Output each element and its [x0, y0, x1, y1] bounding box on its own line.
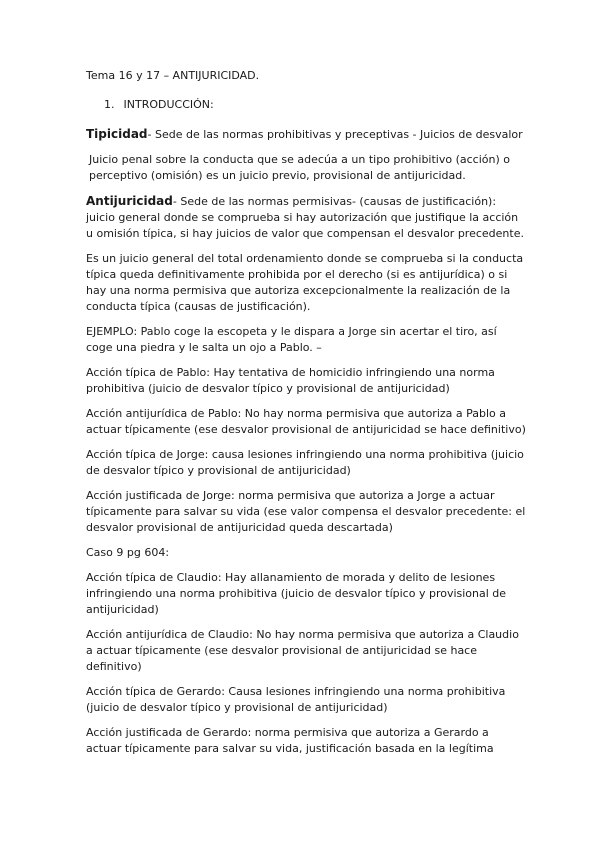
document-body [86, 68, 526, 766]
accion-tipica-gerardo-paragraph: Acción típica de Gerardo: Causa lesiones infringiendo una norma prohibitiva (juicio de desvalor típico y provisional de antijuricidad) [86, 685, 506, 714]
section-number: 1. [104, 98, 115, 111]
caso-heading: Caso 9 pg 604: [86, 546, 170, 559]
juicio-general-paragraph: Es un juicio general del total ordenamiento donde se comprueba si la conducta típica queda definitivamente prohibida por el derecho (si es antijurídica) o si hay una norma permisiva que autoriza excepcionalmente la realización de la conducta típica (causas de justificación). [86, 252, 524, 313]
ejemplo-paragraph: EJEMPLO: Pablo coge la escopeta y le dispara a Jorge sin acertar el tiro, así coge una piedra y le salta un ojo a Pablo. – [86, 325, 497, 354]
accion-antijuridica-claudio-paragraph: Acción antijurídica de Claudio: No hay norma permisiva que autoriza a Claudio a actuar típicamente (ese desvalor provisional de antijuricidad se hace definitivo) [86, 628, 519, 673]
accion-tipica-jorge-paragraph: Acción típica de Jorge: causa lesiones infringiendo una norma prohibitiva (juicio de desvalor típico y provisional de antijuricidad) [86, 448, 524, 477]
tipicidad-text: - Sede de las normas prohibitivas y preceptivas - Juicios de desvalor [147, 128, 523, 141]
document-title: Tema 16 y 17 – ANTIJURICIDAD. [86, 69, 260, 82]
antijuricidad-paragraph [86, 193, 526, 242]
section-heading [104, 97, 526, 113]
tipicidad-paragraph [86, 126, 526, 143]
antijuricidad-text: - Sede de las normas permisivas- (causas de justificación): juicio general donde se comprueba si hay autorización que justifique la acción u omisión típica, si hay juicios de valor que compensan el desvalor precedente. [86, 195, 524, 240]
accion-antijuridica-pablo-paragraph: Acción antijurídica de Pablo: No hay norma permisiva que autoriza a Pablo a actuar típicamente (ese desvalor provisional de antijuricidad se hace definitivo) [86, 407, 526, 436]
accion-tipica-pablo-paragraph: Acción típica de Pablo: Hay tentativa de homicidio infringiendo una norma prohibitiva (juicio de desvalor típico y provisional de antijuricidad) [86, 366, 495, 395]
antijuricidad-term: Antijuricidad [86, 194, 173, 208]
tipicidad-term: Tipicidad [86, 127, 148, 141]
juicio-penal-paragraph: Juicio penal sobre la conducta que se adecúa a un tipo prohibitivo (acción) o perceptivo (omisión) es un juicio previo, provisional de antijuricidad. [89, 153, 510, 182]
section-label: INTRODUCCIÓN: [123, 98, 214, 111]
accion-tipica-claudio-paragraph: Acción típica de Claudio: Hay allanamiento de morada y delito de lesiones infringiendo una norma prohibitiva (juicio de desvalor típico y provisional de antijuricidad) [86, 571, 507, 616]
accion-justificada-jorge-paragraph: Acción justificada de Jorge: norma permisiva que autoriza a Jorge a actuar típicamente para salvar su vida (ese valor compensa el desvalor precedente: el desvalor provisional de antijuricidad queda descartada) [86, 489, 526, 534]
accion-justificada-gerardo-paragraph: Acción justificada de Gerardo: norma permisiva que autoriza a Gerardo a actuar típicamente para salvar su vida, justificación basada en la legítima [86, 726, 494, 755]
